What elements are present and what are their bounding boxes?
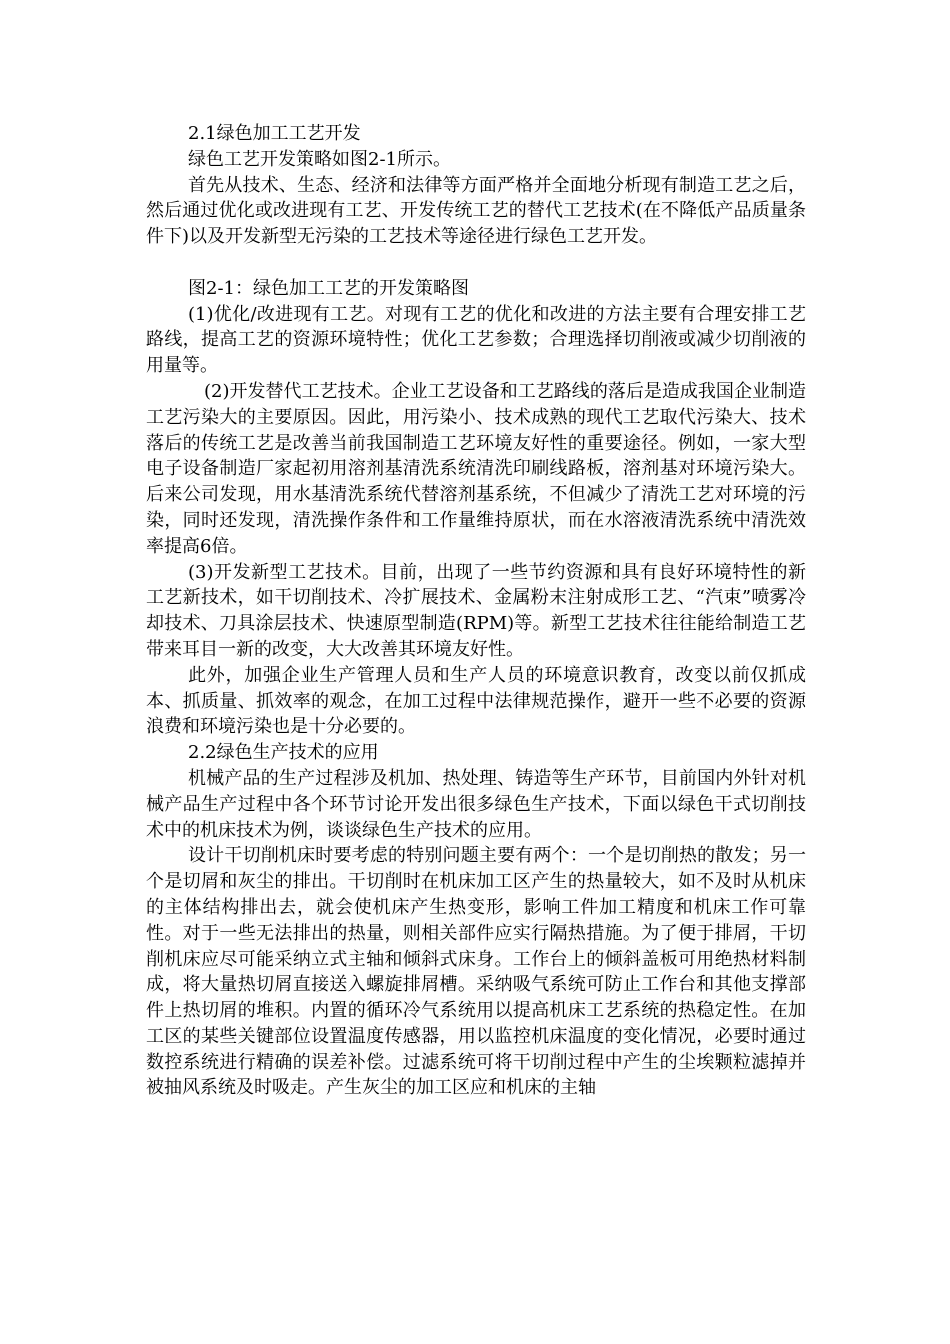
paragraph: (1)优化/改进现有工艺。对现有工艺的优化和改进的方法主要有合理安排工艺路线，提高工艺的资源环境特性；优化工艺参数；合理选择切削液或减少切削液的用量等。 [146, 303, 806, 377]
section-heading-2-2: 2.2绿色生产技术的应用 [188, 742, 379, 764]
paragraph: 机械产品的生产过程涉及机加、热处理、铸造等生产环节，目前国内外针对机械产品生产过程中各个环节讨论开发出很多绿色生产技术，下面以绿色干式切削技术中的机床技术为例，谈谈绿色生产技术的应用。 [146, 767, 806, 841]
paragraph: (3)开发新型工艺技术。目前，出现了一些节约资源和具有良好环境特性的新工艺新技术，如干切削技术、冷扩展技术、金属粉末注射成形工艺、“汽束”喷雾冷却技术、刀具涂层技术、快速原型制造(RPM)等。新型工艺技术往往能给制造工艺带来耳目一新的改变，大大改善其环境友好性。 [146, 561, 806, 660]
paragraph: (2)开发替代工艺技术。企业工艺设备和工艺路线的落后是造成我国企业制造工艺污染大的主要原因。因此，用污染小、技术成熟的现代工艺取代污染大、技术落后的传统工艺是改善当前我国制造工艺环境友好性的重要途径。例如，一家大型电子设备制造厂家起初用溶剂基清洗系统清洗印刷线路板，溶剂基对环境污染大。后来公司发现，用水基清洗系统代替溶剂基系统，不但减少了清洗工艺对环境的污染，同时还发现，清洗操作条件和工作量维持原状，而在水溶液清洗系统中清洗效率提高6倍。 [146, 380, 806, 557]
figure-caption: 图2-1：绿色加工工艺的开发策略图 [188, 277, 469, 299]
paragraph: 绿色工艺开发策略如图2-1所示。 [188, 148, 451, 170]
paragraph: 此外，加强企业生产管理人员和生产人员的环境意识教育，改变以前仅抓成本、抓质量、抓效率的观念，在加工过程中法律规范操作，避开一些不必要的资源浪费和环境污染也是十分必要的。 [146, 664, 806, 738]
document-body [146, 121, 806, 1101]
paragraph: 设计干切削机床时要考虑的特别问题主要有两个：一个是切削热的散发；另一个是切屑和灰尘的排出。干切削时在机床加工区产生的热量较大，如不及时从机床的主体结构排出去，就会使机床产生热变形，影响工件加工精度和机床工作可靠性。对于一些无法排出的热量，则相关部件应实行隔热措施。为了便于排屑，干切削机床应尽可能采纳立式主轴和倾斜式床身。工作台上的倾斜盖板可用绝热材料制成，将大量热切屑直接送入螺旋排屑槽。采纳吸气系统可防止工作台和其他支撑部件上热切屑的堆积。内置的循环冷气系统用以提高机床工艺系统的热稳定性。在加工区的某些关键部位设置温度传感器，用以监控机床温度的变化情况，必要时通过数控系统进行精确的误差补偿。过滤系统可将干切削过程中产生的尘埃颗粒滤掉并被抽风系统及时吸走。产生灰尘的加工区应和机床的主轴 [146, 845, 806, 1099]
section-heading-2-1: 2.1绿色加工工艺开发 [188, 123, 361, 144]
paragraph: 首先从技术、生态、经济和法律等方面严格并全面地分析现有制造工艺之后，然后通过优化或改进现有工艺、开发传统工艺的替代工艺技术(在不降低产品质量条件下)以及开发新型无污染的工艺技术等途径进行绿色工艺开发。 [146, 174, 806, 248]
blank-line [146, 250, 806, 276]
